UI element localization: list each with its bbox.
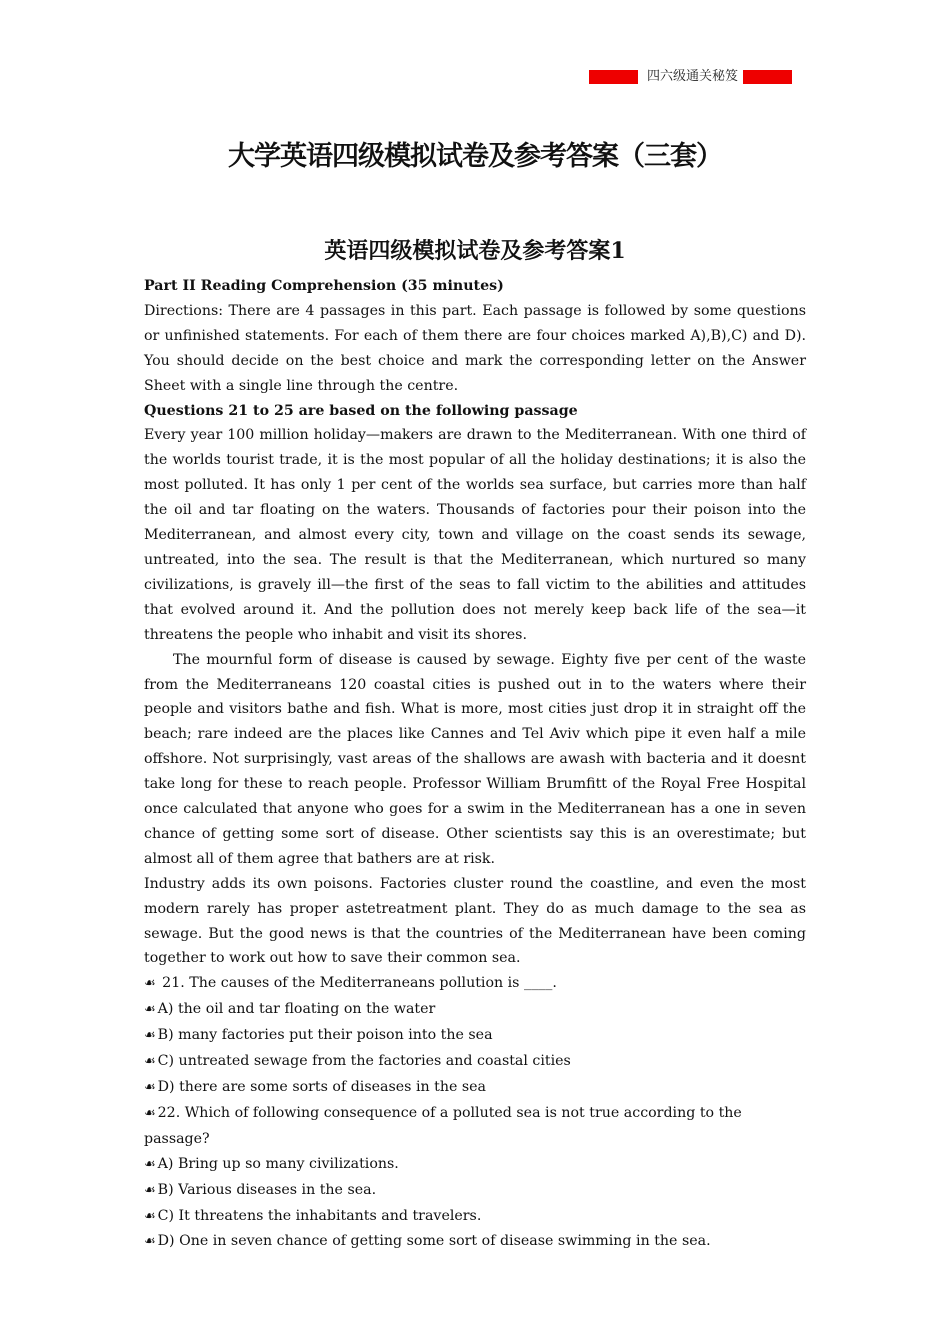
question-line (144, 1152, 806, 1178)
document-title: 大学英语四级模拟试卷及参考答案（三套） (228, 141, 722, 172)
question-22-option-b: B) Various diseases in the sea. (157, 1181, 377, 1198)
bullet-hand-icon: ☙ (144, 1080, 156, 1095)
question-line (144, 1023, 806, 1049)
header-tag-text: 四六级通关秘笈 (647, 69, 739, 84)
document-body (144, 274, 806, 1255)
question-21-option-b: B) many factories put their poison into the sea (157, 1027, 493, 1044)
question-22-option-d: D) One in seven chance of getting some sort of disease swimming in the sea. (157, 1233, 711, 1250)
part-heading: Part II Reading Comprehension (35 minutes) (144, 278, 504, 294)
bullet-hand-icon: ☙ (144, 1054, 156, 1070)
passage-paragraph-3: Industry adds its own poisons. Factories cluster round the coastline, and even the most modern rarely has proper astetreatment plant. They do as much damage to the sea as sewage. But the good news is that the countries of the Mediterranean have been coming together to work out how to save their common sea. (144, 875, 806, 967)
question-line (144, 971, 806, 997)
question-line (144, 1178, 806, 1204)
questions-heading: Questions 21 to 25 are based on the following passage (144, 402, 578, 419)
question-line (144, 997, 806, 1023)
header-red-bar-left (589, 70, 638, 84)
question-line (144, 1101, 806, 1152)
question-21-option-d: D) there are some sorts of diseases in the sea (157, 1079, 487, 1095)
bullet-hand-icon: ☙ (144, 1105, 156, 1121)
bullet-hand-icon: ☙ (144, 1208, 156, 1224)
header-tag (589, 69, 792, 85)
passage-paragraph-1: Every year 100 million holiday—makers are drawn to the Mediterranean. With one third of the worlds tourist trade, it is the most popular of all the holiday destinations; it is also the most polluted. It has only 1 per cent of the worlds sea surface, but carries more than half the oil and tar floating on the waters. Thousands of factories pour their poison into the Mediterranean, and almost every city, town and village on the coast sends its sewage, untreated, into the sea. The result is that the Mediterranean, which nurtured so many civilizations, is gravely ill—the first of the seas to fall victim to the abilities and attitudes that evolved around it. And the pollution does not merely keep back life of the sea—it threatens the people who inhabit and visit its shores. (144, 427, 806, 643)
bullet-hand-icon: ☙ (144, 1002, 156, 1018)
bullet-hand-icon: ☙ (144, 976, 156, 992)
question-22-option-c: C) It threatens the inhabitants and travelers. (157, 1207, 482, 1224)
question-line (144, 1229, 806, 1255)
question-21-option-a: A) the oil and tar floating on the water (157, 1001, 436, 1018)
question-21-option-c: C) untreated sewage from the factories and coastal cities (157, 1053, 571, 1070)
header-red-bar-right (743, 70, 792, 84)
section-title (0, 234, 950, 265)
question-22-stem: 22. Which of following consequence of a polluted sea is not true according to the passage? (144, 1104, 742, 1147)
bullet-hand-icon: ☙ (144, 1156, 156, 1172)
question-line (144, 1204, 806, 1230)
section-title-text: 英语四级模拟试卷及参考答案 (324, 238, 611, 264)
question-line (144, 1075, 806, 1101)
passage-paragraph-2: The mournful form of disease is caused by sewage. Eighty five per cent of the waste from the Mediterraneans 120 coastal cities is pushed out in to the waters where their people and visitors bathe and fish. What is more, most cities just drop it in straight off the beach; rare indeed are the places like Cannes and Tel Aviv which pipe it even half a mile offshore. Not surprisingly, vast areas of the shallows are awash with bacteria and it doesnt take long for these to reach people. Professor William Brumfitt of the Royal Free Hospital once calculated that anyone who goes for a swim in the Mediterranean has a one in seven chance of getting some sort of disease. Other scientists say this is an overestimate; but almost all of them agree that bathers are at risk. (144, 651, 806, 867)
question-line (144, 1049, 806, 1075)
question-22-option-a: A) Bring up so many civilizations. (157, 1155, 399, 1172)
bullet-hand-icon: ☙ (144, 1234, 156, 1250)
section-title-number: 1 (610, 238, 626, 264)
directions-paragraph: Directions: There are 4 passages in this part. Each passage is followed by some questions or unfinished statements. For each of them there are four choices marked A),B),C) and D). You should decide on the best choice and mark the corresponding letter on the Answer Sheet with a single line through the centre. (144, 302, 806, 394)
bullet-hand-icon: ☙ (144, 1028, 156, 1044)
question-21-stem: 21. The causes of the Mediterraneans pollution is ____. (157, 975, 557, 992)
bullet-hand-icon: ☙ (144, 1182, 156, 1198)
